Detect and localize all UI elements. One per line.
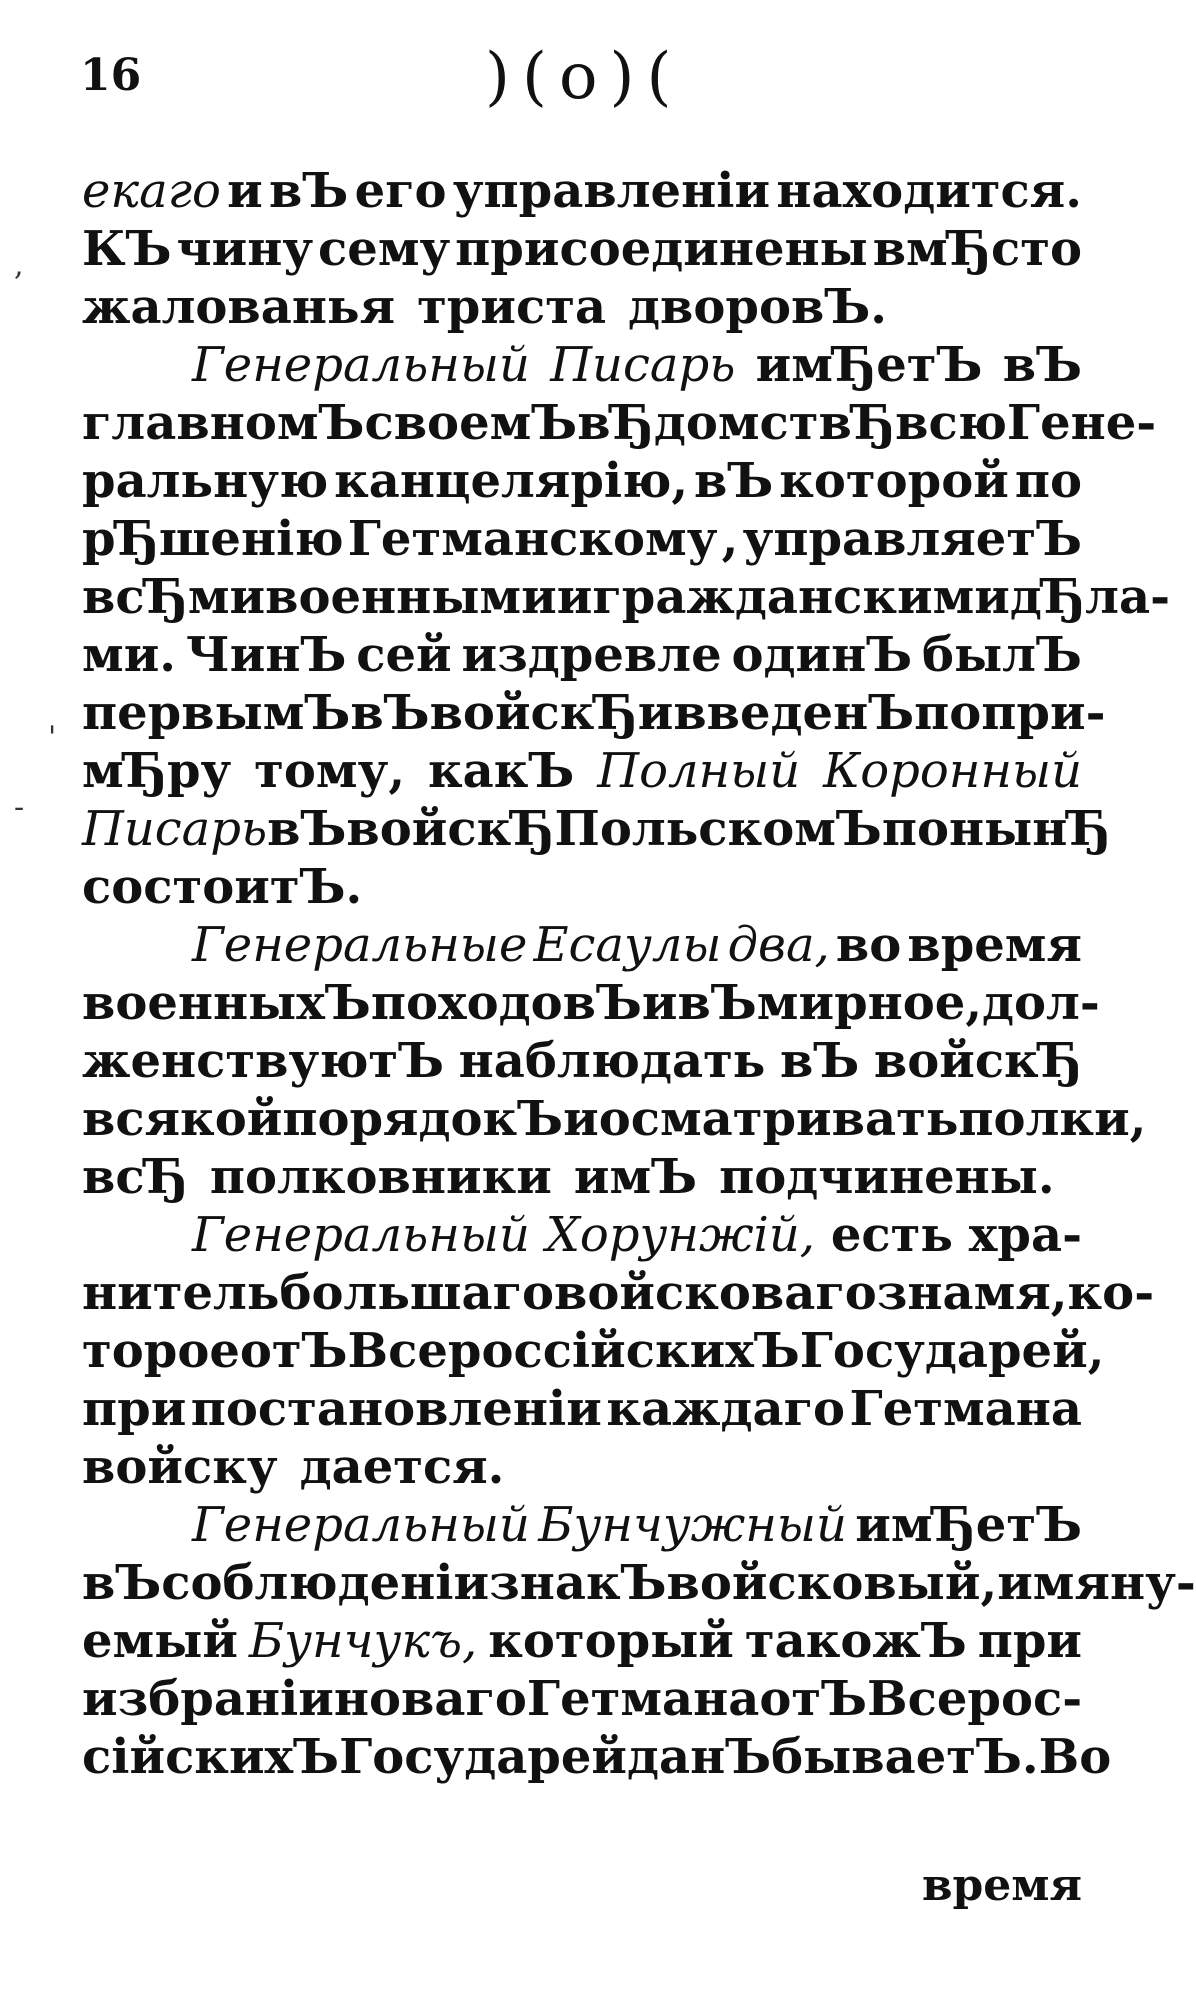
word: вЪ	[267, 801, 347, 857]
word: мЂру	[82, 743, 232, 799]
word: вЪ	[1002, 337, 1082, 393]
word: бываетЪ.	[771, 1729, 1039, 1785]
word: порядокЪ	[282, 1091, 564, 1147]
word: такожЪ	[744, 1613, 967, 1669]
word: отЪ	[239, 1323, 348, 1379]
word: гражданскими	[592, 569, 1010, 625]
word: дол-	[982, 975, 1100, 1031]
word: состоитЪ.	[82, 859, 363, 915]
word: полковники	[209, 1149, 552, 1205]
word: всю	[895, 395, 1007, 451]
word: избранiи	[82, 1671, 334, 1727]
text-line	[82, 974, 1100, 1032]
text-line	[82, 1322, 1105, 1380]
word: вмЂсто	[872, 221, 1082, 277]
word: издревле	[461, 627, 722, 683]
word: по	[1014, 453, 1082, 509]
text-line	[82, 1728, 1112, 1786]
text-body	[82, 162, 1196, 1786]
word: вЪ	[677, 975, 757, 1031]
word: военными	[265, 569, 557, 625]
word: екаго	[82, 163, 221, 219]
word: при	[82, 1381, 187, 1437]
text-line	[82, 626, 1082, 684]
word: присоединены	[455, 221, 868, 277]
word: всЂ	[82, 1149, 188, 1205]
word: данЪ	[627, 1729, 772, 1785]
catchword: время	[921, 1860, 1082, 1911]
word: своемЪ	[364, 395, 578, 451]
word: при	[977, 1613, 1082, 1669]
margin-mark: -	[14, 790, 25, 825]
word: знамя,	[876, 1265, 1068, 1321]
text-line	[82, 684, 1106, 742]
text-line	[82, 1148, 1082, 1206]
word: каждаго	[606, 1381, 846, 1437]
text-line	[82, 1264, 1155, 1322]
word: имЂетЪ	[855, 1497, 1082, 1553]
word: войскЂ	[429, 685, 638, 741]
word: вЪ	[350, 685, 430, 741]
word: его	[354, 163, 447, 219]
word: во	[835, 917, 902, 973]
word: Полный	[597, 743, 801, 799]
word: былЪ	[922, 627, 1082, 683]
word: два,	[727, 917, 830, 973]
word: наблюдать	[458, 1033, 766, 1089]
margin-mark: ,	[14, 248, 24, 283]
word: емый	[82, 1613, 238, 1669]
text-line	[82, 1206, 1082, 1264]
word: триста	[417, 279, 607, 335]
text-line	[82, 858, 1082, 916]
word: и	[556, 569, 593, 625]
text-line	[82, 1612, 1082, 1670]
word: войскЂ	[873, 1033, 1082, 1089]
word: походовЪ	[370, 975, 642, 1031]
word: постановленiи	[190, 1381, 602, 1437]
word: войсковый,	[666, 1555, 998, 1611]
word: всЂми	[82, 569, 266, 625]
word: имяну-	[997, 1555, 1196, 1611]
word: большаго	[279, 1265, 555, 1321]
word: есть	[830, 1207, 953, 1263]
text-line	[82, 1032, 1082, 1090]
word: который	[488, 1613, 734, 1669]
header-ornament: )(o)(	[485, 40, 684, 114]
text-line	[82, 568, 1171, 626]
word: и	[563, 1091, 599, 1147]
word: канцелярiю,	[334, 453, 689, 509]
word: вЂдомствЂ	[577, 395, 896, 451]
word: Есаулы	[533, 917, 722, 973]
word: ЧинЪ	[185, 627, 347, 683]
word: Бунчужный	[538, 1497, 847, 1553]
word: при-	[981, 685, 1106, 741]
word: имЂетЪ	[755, 337, 983, 393]
text-line	[82, 1380, 1082, 1438]
word: мирное,	[756, 975, 983, 1031]
word: вЪ	[82, 1555, 162, 1611]
word: Гетманскому	[347, 511, 718, 567]
word: ВсероссiйскихЪ	[347, 1323, 800, 1379]
word: дворовЪ.	[628, 279, 887, 335]
text-line	[82, 1670, 1082, 1728]
word: отЪ	[759, 1671, 868, 1727]
word: знакЪ	[489, 1555, 667, 1611]
word: вЪ	[694, 453, 774, 509]
word: сей	[356, 627, 452, 683]
page-header	[80, 40, 1080, 130]
word: Гене-	[1006, 395, 1157, 451]
word: вЪ	[269, 163, 349, 219]
word: Генеральный	[192, 1497, 530, 1553]
word: Генеральный	[192, 337, 530, 393]
word: тому,	[254, 743, 406, 799]
word: ПольскомЪ	[554, 801, 882, 857]
text-line	[82, 1438, 1082, 1496]
text-line	[82, 916, 1082, 974]
word: первымЪ	[82, 685, 351, 741]
word: находится.	[776, 163, 1082, 219]
text-line	[82, 162, 1082, 220]
word: торое	[82, 1323, 240, 1379]
text-line	[82, 394, 1157, 452]
word: женствуютЪ	[82, 1033, 445, 1089]
word: чину	[176, 221, 314, 277]
text-line	[82, 452, 1082, 510]
word: и	[641, 975, 678, 1031]
word: хра-	[968, 1207, 1082, 1263]
word: Писарь	[82, 801, 268, 857]
word: войску	[82, 1439, 278, 1495]
word: Государей	[339, 1729, 627, 1785]
word: управляетЪ	[742, 511, 1082, 567]
word: имЪ	[573, 1149, 698, 1205]
word: ,	[721, 511, 739, 567]
word: военныхЪ	[82, 975, 371, 1031]
word: новаго	[333, 1671, 527, 1727]
word: дЂла-	[1009, 569, 1171, 625]
word: дается.	[299, 1439, 505, 1495]
text-line	[82, 336, 1082, 394]
word: нынЂ	[948, 801, 1111, 857]
text-line	[82, 800, 1111, 858]
word: Гетмана	[849, 1381, 1082, 1437]
word: нитель	[82, 1265, 280, 1321]
word: по	[881, 801, 949, 857]
word: введенЪ	[673, 685, 915, 741]
word: какЪ	[427, 743, 575, 799]
word: сiйскихЪ	[82, 1729, 340, 1785]
word: ральную	[82, 453, 329, 509]
page-number: 16	[80, 50, 142, 101]
text-line	[82, 1090, 1147, 1148]
word: подчинены.	[719, 1149, 1055, 1205]
word: Коронный	[823, 743, 1082, 799]
word: Хорунжiй,	[545, 1207, 816, 1263]
word: Гетмана	[526, 1671, 760, 1727]
word: управленiи	[452, 163, 771, 219]
word: время	[907, 917, 1082, 973]
word: рЂшенiю	[82, 511, 344, 567]
word: Всерос-	[867, 1671, 1083, 1727]
word: ми.	[82, 627, 177, 683]
text-line	[82, 1554, 1196, 1612]
word: и	[227, 163, 263, 219]
word: осматривать	[598, 1091, 959, 1147]
word: войскЂ	[346, 801, 555, 857]
word: одинЪ	[731, 627, 913, 683]
word: сему	[318, 221, 451, 277]
text-line	[82, 278, 1082, 336]
word: по	[914, 685, 982, 741]
word: соблюденiи	[161, 1555, 490, 1611]
word: Государей,	[799, 1323, 1105, 1379]
word: КЪ	[82, 221, 172, 277]
margin-mark: '	[48, 720, 57, 755]
word: Писарь	[550, 337, 736, 393]
word: Генеральные	[192, 917, 528, 973]
word: и	[637, 685, 674, 741]
word: жалованья	[82, 279, 396, 335]
word: вЪ	[779, 1033, 860, 1089]
word: войсковаго	[554, 1265, 877, 1321]
text-line	[82, 510, 1082, 568]
word: Во	[1038, 1729, 1112, 1785]
text-line	[82, 742, 1082, 800]
word: ко-	[1067, 1265, 1155, 1321]
word: главномЪ	[82, 395, 365, 451]
word: полки,	[958, 1091, 1147, 1147]
word: всякой	[82, 1091, 283, 1147]
text-line	[82, 1496, 1082, 1554]
text-line	[82, 220, 1082, 278]
word: Генеральный	[192, 1207, 530, 1263]
word: которой	[779, 453, 1009, 509]
word: Бунчукъ,	[248, 1613, 478, 1669]
